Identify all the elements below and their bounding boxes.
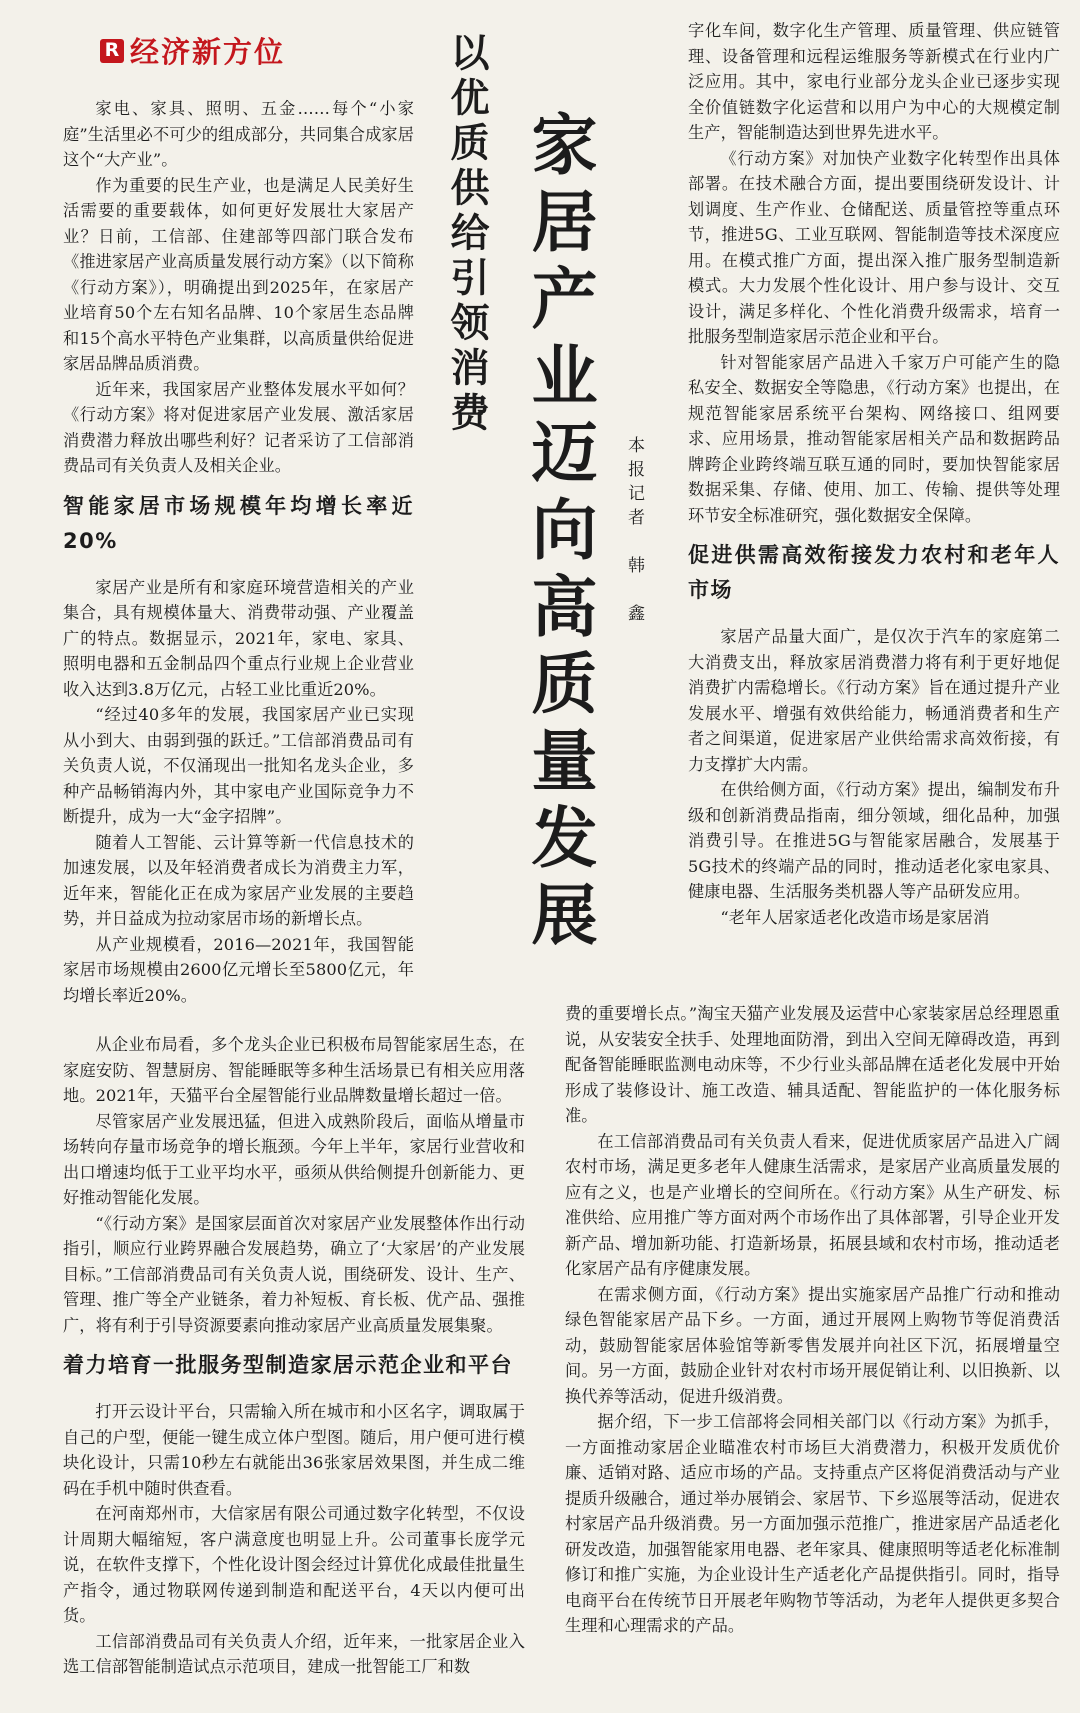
paragraph: 作为重要的民生产业，也是满足人民美好生活需要的重要载体，如何更好发展壮大家居产业？日前，工信部、住建部等四部门联合发布《推进家居产业高质量发展行动方案》（以下简称《行动方案》），明确提出到2025年，在家居产业培育50个左右知名品牌、10个家居生态品牌和15个高水平特色产业集群，以高质量供给促进家居品牌品质消费。 (63, 175, 414, 373)
paragraph: 从产业规模看，2016—2021年，我国智能家居市场规模由2600亿元增长至5800亿元，年均增长率近20%。 (63, 934, 414, 1005)
paragraph: “经过40多年的发展，我国家居产业已实现从小到大、由弱到强的跃迁。”工信部消费品司有关负责人说，不仅涌现出一批知名龙头企业，多种产品畅销海内外，其中家电产业国际竞争力不断提升，成为一大“金字招牌”。 (63, 705, 414, 826)
section-heading: 促进供需高效衔接发力农村和老年人市场 (688, 543, 1060, 602)
paragraph: “老年人居家适老化改造市场是家居消 (720, 907, 990, 927)
article-byline: 本报记者 韩 鑫 (624, 436, 644, 628)
paragraph: 打开云设计平台，只需输入所在城市和小区名字，调取属于自己的户型，便能一键生成立体户型图。随后，用户便可进行模块化设计，只需10秒左右就能出36张家居效果图，并生成二维码在手机中随时供查看。 (63, 1402, 525, 1498)
column-logo: R (100, 39, 124, 63)
paragraph: 在河南郑州市，大信家居有限公司通过数字化转型，不仅设计周期大幅缩短，客户满意度也明显上升。公司董事长庞学元说，在软件支撑下，个性化设计图会经过计算优化成最佳批量生产指令，通过物联网传递到制造和配送平台，4天以内便可出货。 (63, 1504, 525, 1625)
paragraph: 随着人工智能、云计算等新一代信息技术的加速发展，以及年轻消费者成长为消费主力军，近年来，智能化正在成为家居产业发展的主要趋势，并日益成为拉动家居市场的新增长点。 (63, 832, 414, 928)
paragraph: 字化车间，数字化生产管理、质量管理、供应链管理、设备管理和远程运维服务等新模式在行业内广泛应用。其中，家电行业部分龙头企业已逐步实现全价值链数字化运营和以用户为中心的大规模定制生产，智能制造达到世界先进水平。 (688, 21, 1060, 142)
paragraph: 尽管家居产业发展迅猛，但进入成熟阶段后，面临从增量市场转向存量市场竞争的增长瓶颈。今年上半年，家居行业营收和出口增速均低于工业平均水平，亟须从供给侧提升创新能力、更好推动智能化发展。 (63, 1111, 525, 1207)
paragraph: 家电、家具、照明、五金……每个“小家庭”生活里必不可少的组成部分，共同集合成家居这个“大产业”。 (63, 99, 414, 169)
article-headline: 家居产业迈向高质量发展 (520, 110, 597, 957)
paragraph: 家居产品量大面广，是仅次于汽车的家庭第二大消费支出，释放家居消费潜力将有利于更好地促消费扩内需稳增长。《行动方案》旨在通过提升产业发展水平、增强有效供给能力，畅通消费者和生产者之间渠道，促进家居产业供给需求高效衔接，有力支撑扩大内需。 (688, 627, 1060, 774)
paragraph: 费的重要增长点。”淘宝天猫产业发展及运营中心家装家居总经理恩重说，从安装安全扶手、处理地面防滑，到出入空间无障碍改造，再到配备智能睡眠监测电动床等，不少行业头部品牌在适老化发展中开始形成了装修设计、施工改造、辅具适配、智能监护的一体化服务标准。 (565, 1004, 1060, 1125)
paragraph: 近年来，我国家居产业整体发展水平如何？《行动方案》将对促进家居产业发展、激活家居消费潜力释放出哪些利好？记者采访了工信部消费品司有关负责人及相关企业。 (63, 379, 414, 475)
paragraph: 据介绍，下一步工信部将会同相关部门以《行动方案》为抓手，一方面推动家居企业瞄准农村市场巨大消费潜力，积极开发质优价廉、适销对路、适应市场的产品。支持重点产区将促消费活动与产业提质升级融合，通过举办展销会、家居节、下乡巡展等活动，促进农村家居产品升级消费。另一方面加强示范推广，推进家居产品适老化研发改造，加强智能家用电器、老年家具、健康照明等适老化标准制修订和推广实施，为企业设计生产适老化产品提供指引。同时，指导电商平台在传统节日开展老年购物节等活动，为老年人提供更多契合生理和心理需求的产品。 (565, 1412, 1060, 1635)
paragraph: 在供给侧方面，《行动方案》提出，编制发布升级和创新消费品指南，细分领域，细化品种，加强消费引导。在推进5G与智能家居融合，发展基于5G技术的终端产品的同时，推动适老化家电家具、健康电器、生活服务类机器人等产品研发应用。 (688, 780, 1060, 901)
article-subtitle: 以优质供给引领消费 (444, 32, 489, 437)
paragraph: 从企业布局看，多个龙头企业已积极布局智能家居生态，在家庭安防、智慧厨房、智能睡眠等多种生活场景已有相关应用落地。2021年，天猫平台全屋智能行业品牌数量增长超过一倍。 (63, 1035, 525, 1105)
column-title (100, 30, 285, 71)
lower-right-column (565, 1001, 1060, 1639)
section-heading: 智能家居市场规模年均增长率近20% (63, 493, 414, 553)
left-column (63, 96, 414, 1008)
section-heading: 着力培育一批服务型制造家居示范企业和平台 (63, 1353, 513, 1377)
paragraph: 在需求侧方面，《行动方案》提出实施家居产品推广行动和推动绿色智能家居产品下乡。一方面，通过开展网上购物节等促消费活动，鼓励智能家居体验馆等新零售发展并向社区下沉，拓展增量空间。另一方面，鼓励企业针对农村市场开展促销让利、以旧换新、以换代养等活动，促进升级消费。 (565, 1284, 1060, 1406)
right-column (688, 18, 1060, 930)
paragraph: 在工信部消费品司有关负责人看来，促进优质家居产品进入广阔农村市场，满足更多老年人健康生活需求，是家居产业高质量发展的应有之义，也是产业增长的空间所在。《行动方案》从生产研发、标准供给、应用推广等方面对两个市场作出了具体部署，引导企业开发新产品、增加新功能、打造新场景，拓展县域和农村市场，推动适老化家居产品有序健康发展。 (565, 1131, 1060, 1278)
lower-left-column (63, 1032, 525, 1680)
paragraph: 针对智能家居产品进入千家万户可能产生的隐私安全、数据安全等隐患，《行动方案》也提出，在规范智能家居系统平台架构、网络接口、组网要求、应用场景，推动智能家居相关产品和数据跨品牌跨企业跨终端互联互通的同时，要加快智能家居数据采集、存储、使用、加工、传输、提供等处理环节安全标准研究，强化数据安全保障。 (688, 352, 1060, 525)
paragraph: 家居产业是所有和家庭环境营造相关的产业集合，具有规模体量大、消费带动强、产业覆盖广的特点。数据显示，2021年，家电、家具、照明电器和五金制品四个重点行业规上企业营业收入达到3.8万亿元，占轻工业比重近20%。 (63, 577, 414, 699)
paragraph: “《行动方案》是国家层面首次对家居产业发展整体作出行动指引，顺应行业跨界融合发展趋势，确立了‘大家居’的产业发展目标。”工信部消费品司有关负责人说，围绕研发、设计、生产、管理、推广等全产业链条，着力补短板、育长板、优产品、强推广，将有利于引导资源要素向推动家居产业高质量发展集聚。 (63, 1213, 525, 1335)
paragraph: 工信部消费品司有关负责人介绍，近年来，一批家居企业入选工信部智能制造试点示范项目，建成一批智能工厂和数 (63, 1631, 525, 1676)
column-name: 经济新方位 (130, 35, 286, 69)
paragraph: 《行动方案》对加快产业数字化转型作出具体部署。在技术融合方面，提出要围绕研发设计、计划调度、生产作业、仓储配送、质量管控等重点环节，推进5G、工业互联网、智能制造等技术深度应用。在模式推广方面，提出深入推广服务型制造新模式。大力发展个性化设计、用户参与设计、交互设计，满足多样化、个性化消费升级需求，培育一批服务型制造家居示范企业和平台。 (688, 148, 1060, 346)
